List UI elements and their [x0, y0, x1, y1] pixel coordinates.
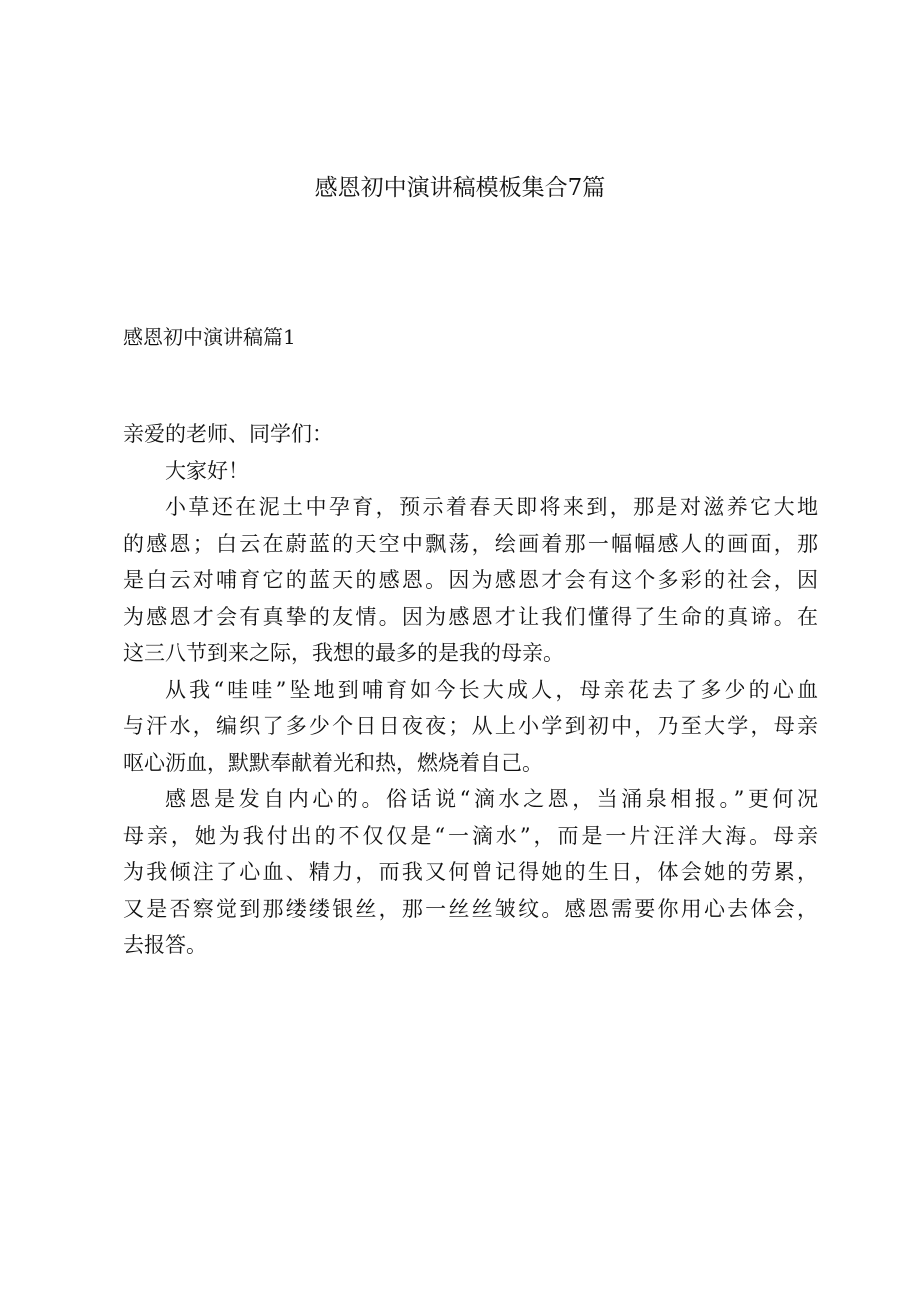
paragraph-line: 为我倾注了心血、精力，而我又何曾记得她的生日，体会她的劳累， — [123, 860, 818, 884]
paragraph-gratitude — [123, 781, 818, 964]
paragraph-line: 这三八节到来之际，我想的最多的是我的母亲。 — [123, 641, 564, 665]
document-body — [123, 416, 818, 964]
document-title: 感恩初中演讲稿模板集合7篇 — [314, 175, 606, 201]
paragraph-mother-effort — [123, 672, 818, 782]
paragraph-line: 是白云对哺育它的蓝天的感恩。因为感恩才会有这个多彩的社会，因 — [123, 568, 818, 592]
section-heading: 感恩初中演讲稿篇1 — [123, 325, 296, 349]
paragraph-line: 为感恩才会有真挚的友情。因为感恩才让我们懂得了生命的真谛。在 — [123, 604, 818, 629]
paragraph-line: 去报答。 — [123, 933, 207, 957]
paragraph-line: 呕心沥血，默默奉献着光和热，燃烧着自己。 — [123, 750, 543, 775]
paragraph-line: 母亲，她为我付出的不仅仅是“一滴水”，而是一片汪洋大海。母亲 — [123, 823, 818, 848]
paragraph-line: 从我“哇哇”坠地到哺育如今长大成人，母亲花去了多少的心血 — [165, 677, 818, 702]
paragraph-grass-clouds — [123, 489, 818, 672]
salutation: 亲爱的老师、同学们： — [123, 422, 333, 446]
paragraph-line: 小草还在泥土中孕育，预示着春天即将来到，那是对滋养它大地 — [165, 495, 818, 519]
paragraph-greeting — [123, 453, 818, 490]
paragraph-line: 感恩是发自内心的。俗话说“滴水之恩，当涌泉相报。”更何况 — [165, 787, 818, 811]
paragraph-line: 与汗水，编织了多少个日日夜夜；从上小学到初中，乃至大学，母亲 — [123, 714, 818, 738]
paragraph-line: 又是否察觉到那缕缕银丝，那一丝丝皱纹。感恩需要你用心去体会， — [123, 896, 818, 921]
paragraph-line: 大家好！ — [165, 458, 249, 483]
paragraph-line: 的感恩；白云在蔚蓝的天空中飘荡，绘画着那一幅幅感人的画面，那 — [123, 531, 818, 556]
